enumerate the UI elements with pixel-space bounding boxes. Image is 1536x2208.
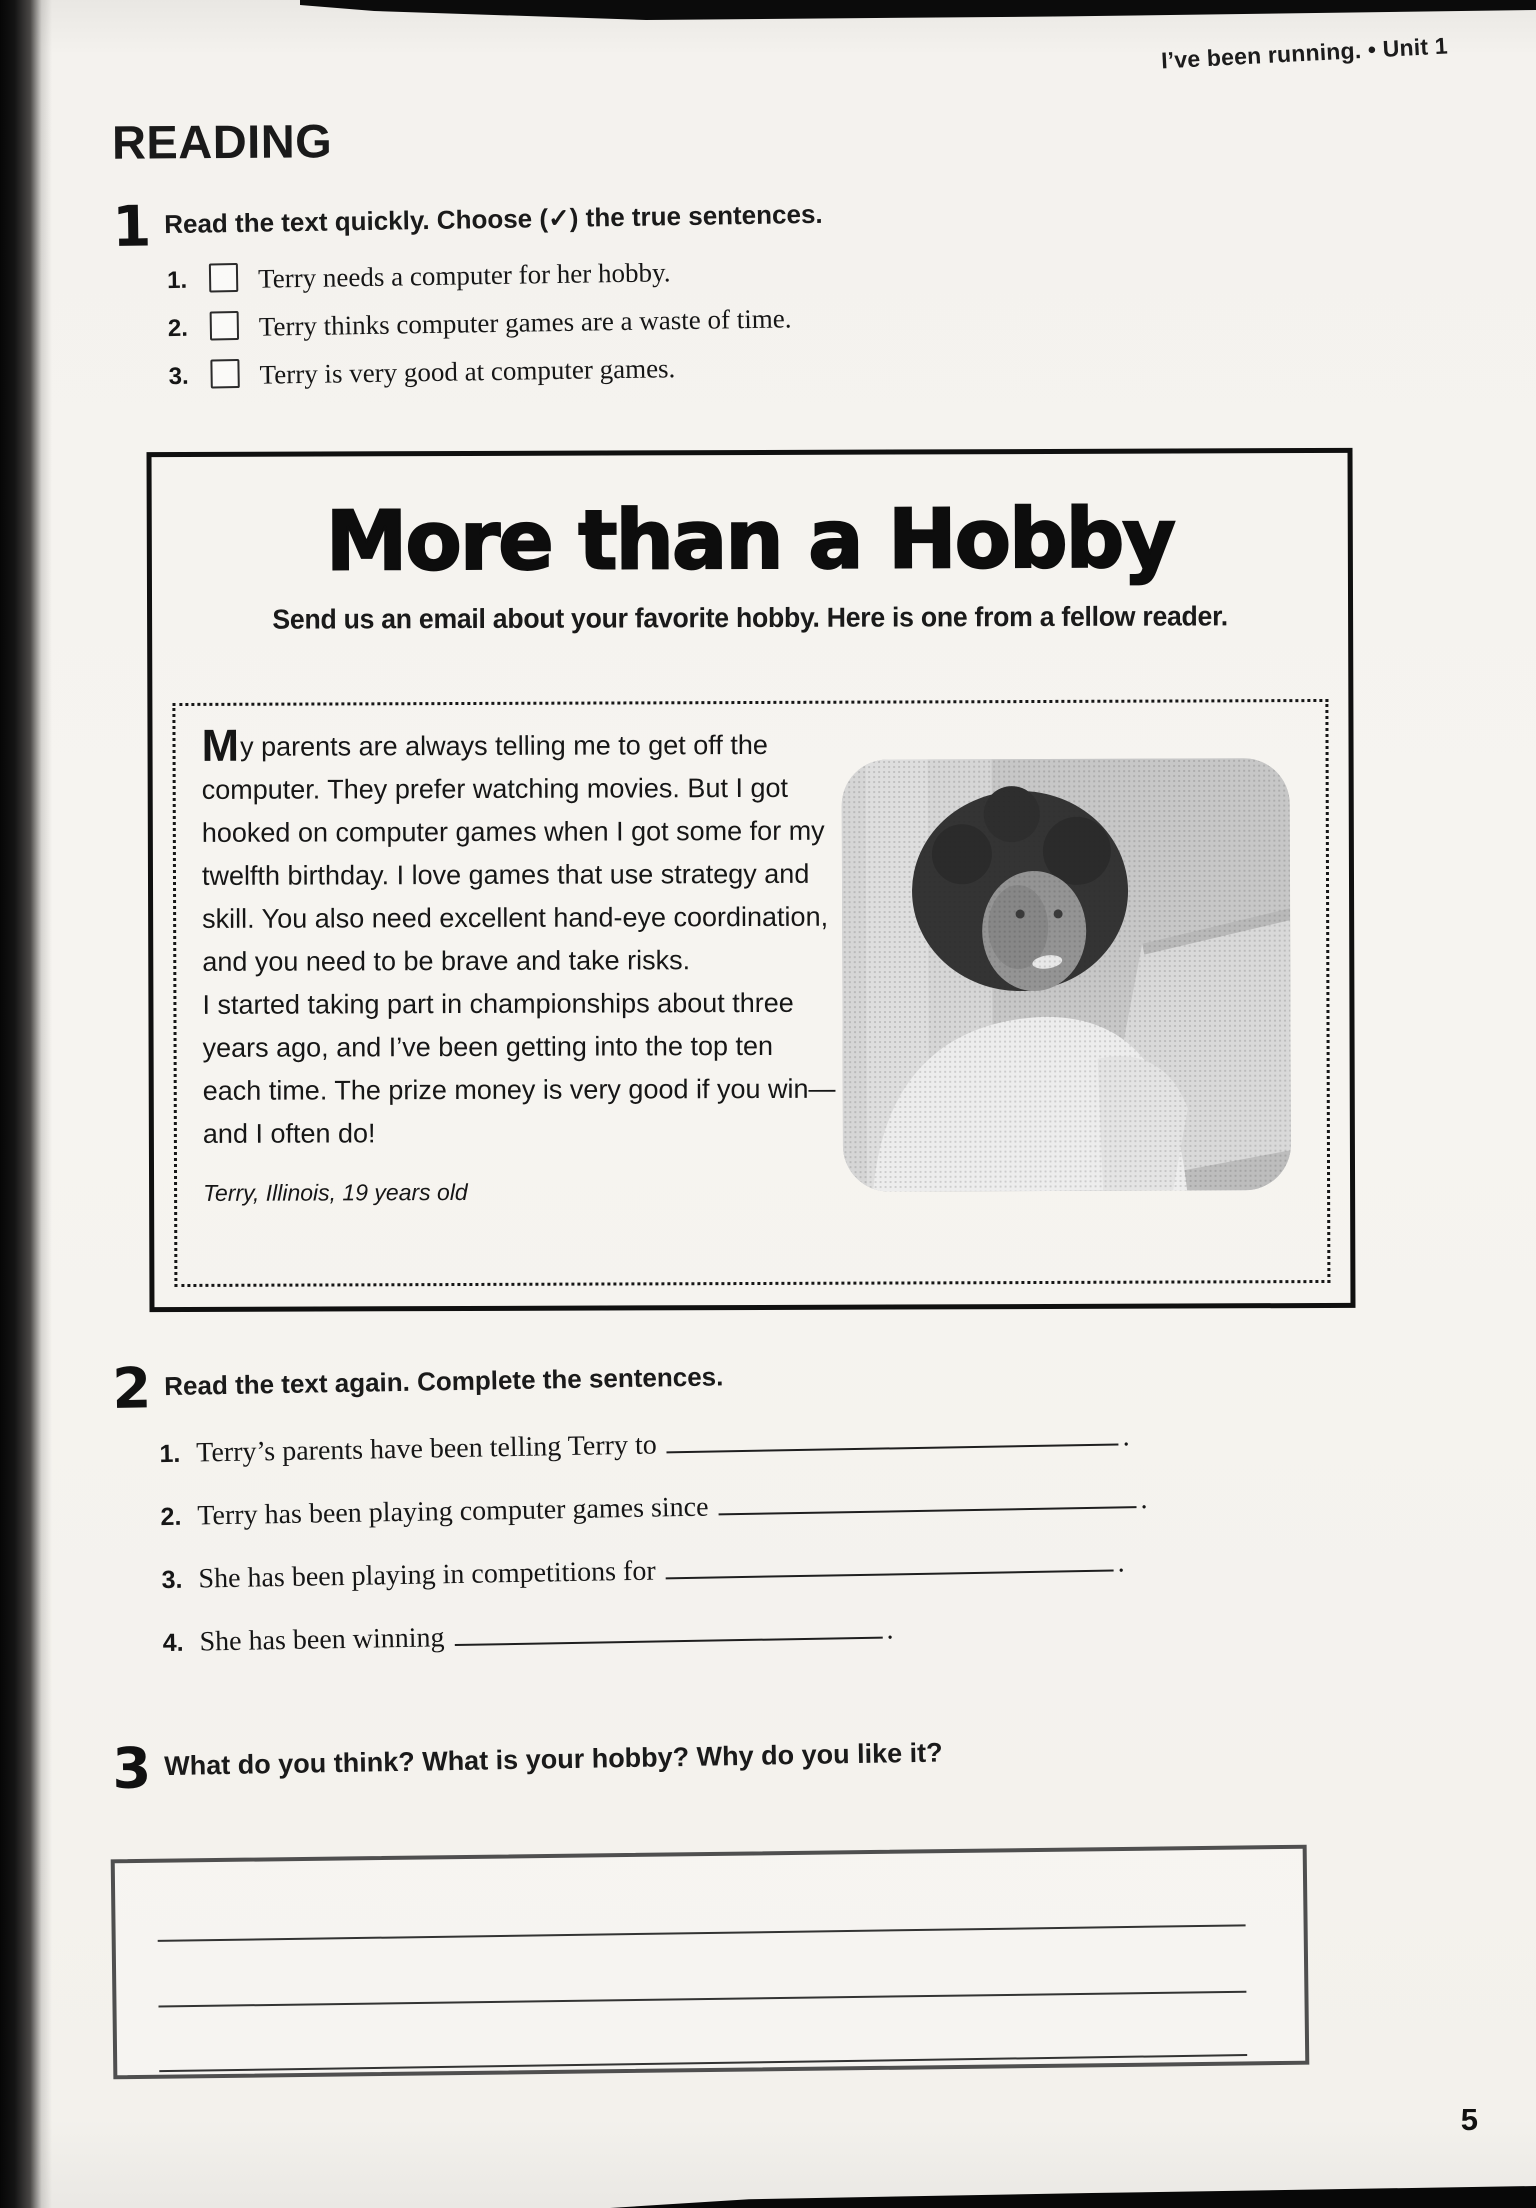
item-number: 1.	[166, 266, 188, 294]
item-number: 3.	[161, 1565, 183, 1595]
paragraph-text: I started taking part in championships about three years ago, and I’ve been getting into the top ten each time. The prize money is very good if you win—and I often do!	[202, 987, 836, 1149]
exercise-1-instructions: Read the text quickly. Choose (✓) the true sentences.	[163, 198, 823, 240]
checkbox[interactable]	[209, 263, 238, 292]
exercise-2-instructions: Read the text again. Complete the sentences.	[163, 1361, 724, 1402]
answer-blank[interactable]	[667, 1431, 1119, 1453]
item-text: Terry needs a computer for her hobby.	[257, 257, 671, 294]
email-paragraph	[202, 982, 839, 1156]
item-text: Terry has been playing computer games since	[197, 1491, 709, 1532]
item-suffix: .	[1140, 1483, 1148, 1516]
item-number: 3.	[168, 362, 189, 390]
complete-sentences-list	[159, 1418, 1317, 1659]
answer-line[interactable]	[159, 2054, 1247, 2072]
answer-line[interactable]	[158, 1924, 1246, 1942]
article-subtitle: Send us an email about your favorite hobby. Here is one from a fellow reader.	[272, 600, 1228, 635]
checkbox[interactable]	[210, 359, 239, 388]
page-number: 5	[1460, 2102, 1478, 2137]
item-number: 2.	[160, 1502, 182, 1532]
item-text: She has been winning	[199, 1622, 445, 1658]
item-suffix: .	[1122, 1421, 1130, 1453]
halftone-overlay	[842, 758, 1292, 1192]
email-body	[201, 719, 839, 1215]
exercise-1	[112, 193, 1215, 409]
list-item	[168, 296, 1214, 345]
terry-photo	[842, 758, 1292, 1192]
item-number: 4.	[162, 1628, 184, 1658]
item-suffix: .	[1117, 1547, 1125, 1579]
paragraph-text: y parents are always telling me to get off the computer. They prefer watching movies. But I got hooked on computer games when I got some for my twelfth birthday. I love games that use strategy and skill. You also need excellent hand-eye coordination, and you need to be brave and take risks.	[201, 729, 829, 977]
exercise-2-number: 2	[111, 1356, 152, 1422]
reading-text-box	[147, 448, 1356, 1312]
page-top-edge	[300, 0, 1536, 20]
item-text: Terry’s parents have been telling Terry to	[196, 1429, 658, 1469]
item-suffix: .	[886, 1614, 894, 1646]
list-item	[159, 1418, 1313, 1470]
reader-email-box	[172, 699, 1330, 1287]
item-text: She has been playing in competitions for	[198, 1555, 656, 1595]
exercise-3-number: 3	[111, 1736, 152, 1802]
list-item	[167, 248, 1213, 297]
answer-blank[interactable]	[718, 1494, 1136, 1515]
exercise-2	[112, 1351, 1317, 1691]
exercise-3-instructions: What do you think? What is your hobby? Why do you like it?	[163, 1737, 943, 1782]
list-item	[161, 1544, 1315, 1596]
true-sentence-list	[167, 248, 1215, 393]
item-number: 2.	[167, 314, 189, 342]
item-text: Terry thinks computer games are a waste of time.	[258, 303, 792, 342]
exercise-3	[111, 1731, 1312, 1802]
answer-blank[interactable]	[454, 1625, 882, 1646]
exercise-1-number: 1	[111, 194, 152, 260]
checkbox[interactable]	[210, 311, 239, 340]
list-item	[168, 344, 1214, 393]
email-signature: Terry, Illinois, 19 years old	[203, 1178, 468, 1206]
section-title: READING	[111, 114, 333, 169]
page-bottom-edge	[610, 2186, 1536, 2208]
book-spine-shadow	[0, 0, 52, 2208]
unit-header: I’ve been running. • Unit 1	[1160, 32, 1449, 74]
free-answer-box	[111, 1845, 1310, 2080]
email-paragraph	[201, 719, 838, 984]
article-title: More than a Hobby	[325, 491, 1175, 590]
item-number: 1.	[159, 1439, 181, 1469]
answer-line[interactable]	[158, 1991, 1246, 2008]
item-text: Terry is very good at computer games.	[259, 353, 676, 390]
list-item	[160, 1481, 1314, 1533]
dropcap: M	[201, 719, 240, 771]
answer-blank[interactable]	[666, 1558, 1114, 1580]
list-item	[162, 1607, 1316, 1659]
